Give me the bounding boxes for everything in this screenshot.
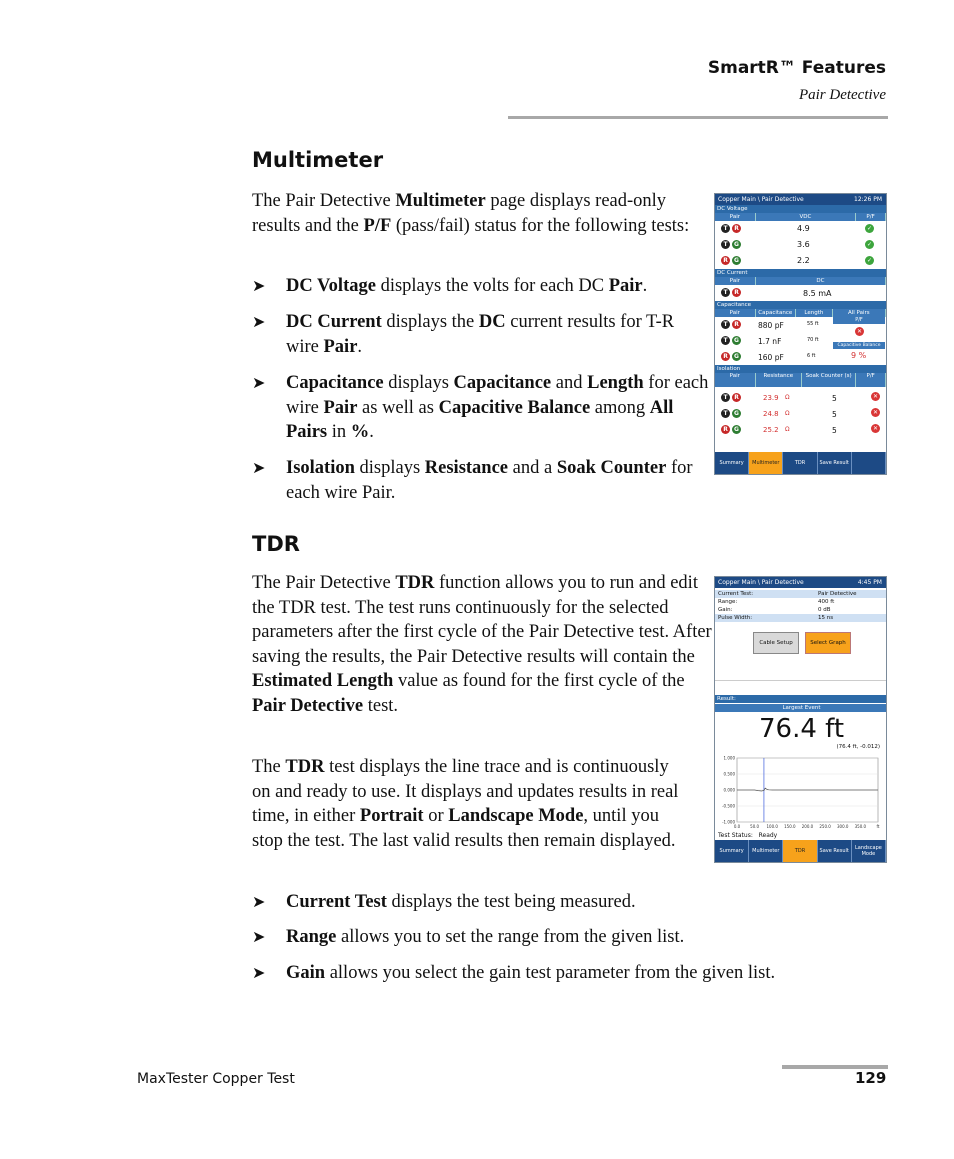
tdr-screenshot: [714, 576, 887, 863]
fail-icon: ✕: [872, 393, 879, 400]
bullet-current-test: ➤ Current Test displays the test being measured.: [252, 892, 636, 912]
bullet-gain: ➤ Gain allows you select the gain test parameter from the given list.: [252, 963, 776, 983]
tab-tdr[interactable]: TDR: [783, 452, 817, 474]
bullet-dc-voltage: ➤ DC Voltage displays the volts for each DC Pair.: [252, 276, 648, 296]
multimeter-heading: Multimeter: [252, 148, 384, 172]
capacitance-rows: P/F ✕ Capacitive Balance 9 % T R 880 pF 55 ft T G 1.7 nF 70 ft R G 160 pF 6 ft: [715, 317, 886, 365]
tab-empty: [852, 452, 886, 474]
bullet-dc-current: ➤ DC Current displays the DC current results for T-R wire Pair.: [252, 312, 675, 357]
bullet-range: ➤ Range allows you to set the range from the given list.: [252, 927, 685, 947]
tab-multimeter[interactable]: Multimeter: [749, 840, 783, 862]
running-header-subtitle: Pair Detective: [798, 87, 886, 103]
tdr-tabbar: [715, 840, 886, 862]
dc-voltage-row: R G 2.2 ✓: [715, 253, 886, 269]
x-tick-label: 150.0: [784, 824, 796, 829]
isolation-section: Isolation: [715, 365, 886, 373]
tdr-heading: TDR: [252, 532, 300, 556]
page-number: 129: [855, 1069, 887, 1087]
dc-voltage-row: T G 3.6 ✓: [715, 237, 886, 253]
dc-voltage-columns: Pair VDC P/F: [715, 213, 886, 221]
tdr-para2: The TDR test displays the line trace and is continuously on and ready to use. It displays and updates results in real time, in either Portrait or Landscape Mode, until you stop the test. The last valid results then remain displayed.: [252, 757, 679, 851]
cursor-readout: (76.4 ft, -0.012): [836, 744, 880, 750]
footer-product-name: MaxTester Copper Test: [137, 1071, 295, 1087]
header-rule: [508, 116, 888, 119]
dc-voltage-row: T R 4.9 ✓: [715, 221, 886, 237]
x-tick-label: 50.0: [750, 824, 760, 829]
cable-setup-button[interactable]: Cable Setup: [753, 632, 799, 654]
tdr-screen-titlebar: Copper Main \ Pair Detective 4:45 PM: [715, 577, 886, 588]
dc-current-row: T R 8.5 mA: [715, 285, 886, 301]
dc-current-columns: Pair DC: [715, 277, 886, 285]
x-tick-label: 200.0: [801, 824, 814, 829]
tab-summary[interactable]: Summary: [715, 452, 749, 474]
tab-tdr[interactable]: TDR: [783, 840, 817, 862]
tdr-param-row[interactable]: Gain: 0 dB: [715, 606, 886, 614]
x-tick-label: 250.0: [819, 824, 831, 829]
select-graph-button[interactable]: Select Graph: [805, 632, 851, 654]
capacitance-row: T R 880 pF 55 ft: [715, 317, 833, 333]
isolation-row: T G 24.8 Ω 5 ✕: [715, 406, 886, 422]
y-tick-label: -1.000: [722, 819, 735, 825]
isolation-row: R G 25.2 Ω 5 ✕: [715, 422, 886, 438]
tab-summary[interactable]: Summary: [715, 840, 749, 862]
capacitance-section: Capacitance: [715, 301, 886, 309]
tab-multimeter[interactable]: Multimeter: [749, 452, 783, 474]
y-tick-label: 0.000: [723, 787, 735, 793]
screen-titlebar: Copper Main \ Pair Detective 12:26 PM: [715, 194, 886, 205]
pass-icon: ✓: [866, 225, 873, 232]
multimeter-tabbar: [715, 452, 886, 474]
bullet-isolation: ➤ Isolation displays Resistance and a Soak Counter for each wire Pair.: [252, 458, 693, 503]
tdr-button-area: [715, 622, 886, 681]
test-status: Test Status: Ready: [718, 832, 778, 839]
capacitance-row: R G 160 pF 6 ft: [715, 349, 833, 365]
largest-event-label: Largest Event: [715, 704, 886, 712]
x-tick-label: 100.0: [766, 824, 778, 829]
tdr-trace-chart: [715, 752, 886, 832]
dc-current-section: DC Current: [715, 269, 886, 277]
capacitance-row: T G 1.7 nF 70 ft: [715, 333, 833, 349]
isolation-columns: Pair Resistance Soak Counter (s) P/F: [715, 373, 886, 387]
multimeter-intro: The Pair Detective Multimeter page displays read-only results and the P/F (pass/fail) status for the following tests:: [252, 191, 690, 236]
x-tick-label: 350.0: [854, 824, 867, 829]
x-tick-label: ft: [876, 824, 880, 829]
y-tick-label: -0.500: [722, 803, 735, 809]
pass-icon: ✓: [866, 241, 873, 248]
tdr-para1: The Pair Detective TDR function allows you to run and edit the TDR test. The test runs continuously for the selected parameters after the first cycle of the Pair Detective test. After saving the results, the Pair Detective results will contain the Estimated Length value as found for the first cycle of the Pair Detective test.: [252, 573, 712, 716]
x-tick-label: 300.0: [837, 824, 849, 829]
isolation-row: T R 23.9 Ω 5 ✕: [715, 390, 886, 406]
result-label: Result:: [715, 695, 886, 703]
estimated-length-value: 76.4 ft: [759, 714, 845, 744]
tab-save-result[interactable]: Save Result: [818, 840, 852, 862]
pass-icon: ✓: [866, 257, 873, 264]
tdr-param-row[interactable]: Current Test: Pair Detective: [715, 590, 886, 598]
x-tick-label: 0.0: [733, 824, 741, 829]
dc-voltage-section: DC Voltage: [715, 205, 886, 213]
multimeter-screenshot: [714, 193, 887, 475]
tdr-param-row[interactable]: Range: 400 ft: [715, 598, 886, 606]
running-header-title: SmartR™ Features: [707, 58, 886, 78]
y-tick-label: 0.500: [723, 771, 735, 777]
bullet-capacitance: ➤ Capacitance displays Capacitance and Length for each wire Pair as well as Capacitive Balance among All Pairs in %.: [252, 373, 709, 442]
tdr-param-row[interactable]: Pulse Width: 15 ns: [715, 614, 886, 622]
capacitance-columns: Pair Capacitance Length All Pairs: [715, 309, 886, 317]
y-tick-label: 1.000: [723, 755, 735, 761]
fail-icon: ✕: [872, 425, 879, 432]
fail-icon: ✕: [872, 409, 879, 416]
tab-save-result[interactable]: Save Result: [818, 452, 852, 474]
tab-landscape-mode[interactable]: Landscape Mode: [852, 840, 886, 862]
